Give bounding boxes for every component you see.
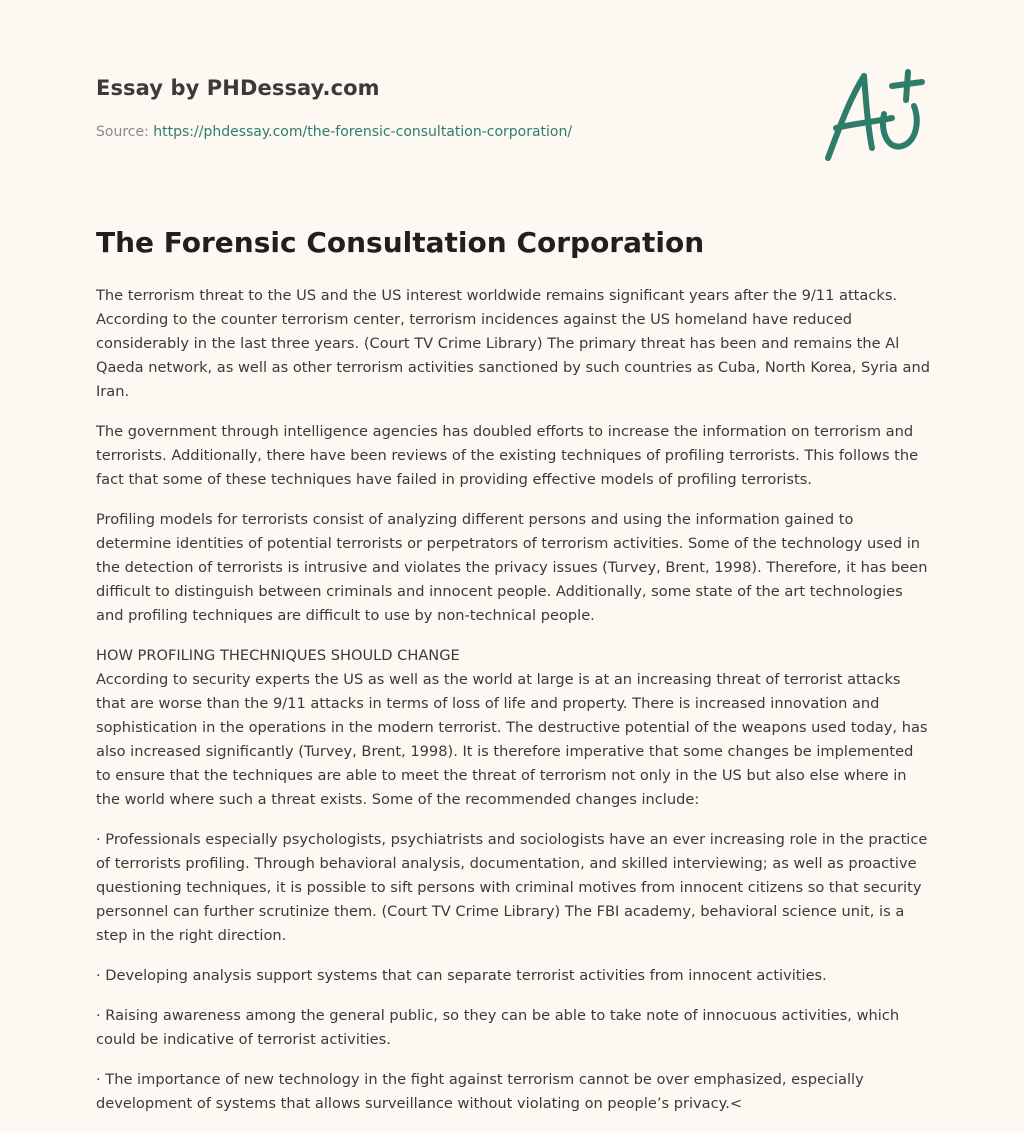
bullet-item: · Developing analysis support systems that can separate terrorist activities from innocent activities. bbox=[96, 967, 827, 984]
source-label: Source: bbox=[96, 124, 154, 140]
section-block bbox=[96, 644, 932, 812]
paragraph: The government through intelligence agencies has doubled efforts to increase the information on terrorism and terrorists. Additionally, there have been reviews of the existing techniques of profiling terrorists. This follows the fact that some of these techniques have failed in providing effective models of profiling terrorists. bbox=[96, 423, 919, 488]
source-link[interactable]: https://phdessay.com/the-forensic-consultation-corporation/ bbox=[153, 124, 573, 140]
site-brand: Essay by PHDessay.com bbox=[96, 76, 380, 100]
bullet-item: · The importance of new technology in the fight against terrorism cannot be over emphasized, especially development of systems that allows surveillance without violating on people’s privacy.< bbox=[96, 1071, 864, 1112]
a-plus-logo-icon bbox=[822, 66, 926, 166]
essay-title: The Forensic Consultation Corporation bbox=[96, 226, 705, 259]
section-heading: HOW PROFILING THECHNIQUES SHOULD CHANGE bbox=[96, 647, 460, 664]
paragraph: Profiling models for terrorists consist of analyzing different persons and using the information gained to determine identities of potential terrorists or perpetrators of terrorism activities. Some of the technology used in the detection of terrorists is intrusive and violates the privacy issues (Turvey, Brent, 1998). Therefore, it has been difficult to distinguish between criminals and innocent people. Additionally, some state of the art technologies and profiling techniques are difficult to use by non-technical people. bbox=[96, 511, 928, 624]
section-paragraph: According to security experts the US as well as the world at large is at an increasing threat of terrorist attacks that are worse than the 9/11 attacks in terms of loss of life and property. There is increased innovation and sophistication in the operations in the modern terrorist. The destructive potential of the weapons used today, has also increased significantly (Turvey, Brent, 1998). It is therefore imperative that some changes be implemented to ensure that the techniques are able to meet the threat of terrorism not only in the US but also else where in the world where such a threat exists. Some of the recommended changes include: bbox=[96, 671, 928, 808]
paragraph: The terrorism threat to the US and the US interest worldwide remains significant years after the 9/11 attacks. According to the counter terrorism center, terrorism incidences against the US homeland have reduced considerably in the last three years. (Court TV Crime Library) The primary threat has been and remains the Al Qaeda network, as well as other terrorism activities sanctioned by such countries as Cuba, North Korea, Syria and Iran. bbox=[96, 287, 930, 400]
essay-body bbox=[96, 284, 932, 1132]
bullet-item: · Raising awareness among the general public, so they can be able to take note of innocuous activities, which could be indicative of terrorist activities. bbox=[96, 1007, 900, 1048]
source-line bbox=[96, 124, 572, 140]
bullet-item: · Professionals especially psychologists, psychiatrists and sociologists have an ever increasing role in the practice of terrorists profiling. Through behavioral analysis, documentation, and skilled interviewing; as well as proactive questioning techniques, it is possible to sift persons with criminal motives from innocent citizens so that security personnel can further scrutinize them. (Court TV Crime Library) The FBI academy, behavioral science unit, is a step in the right direction. bbox=[96, 831, 928, 944]
